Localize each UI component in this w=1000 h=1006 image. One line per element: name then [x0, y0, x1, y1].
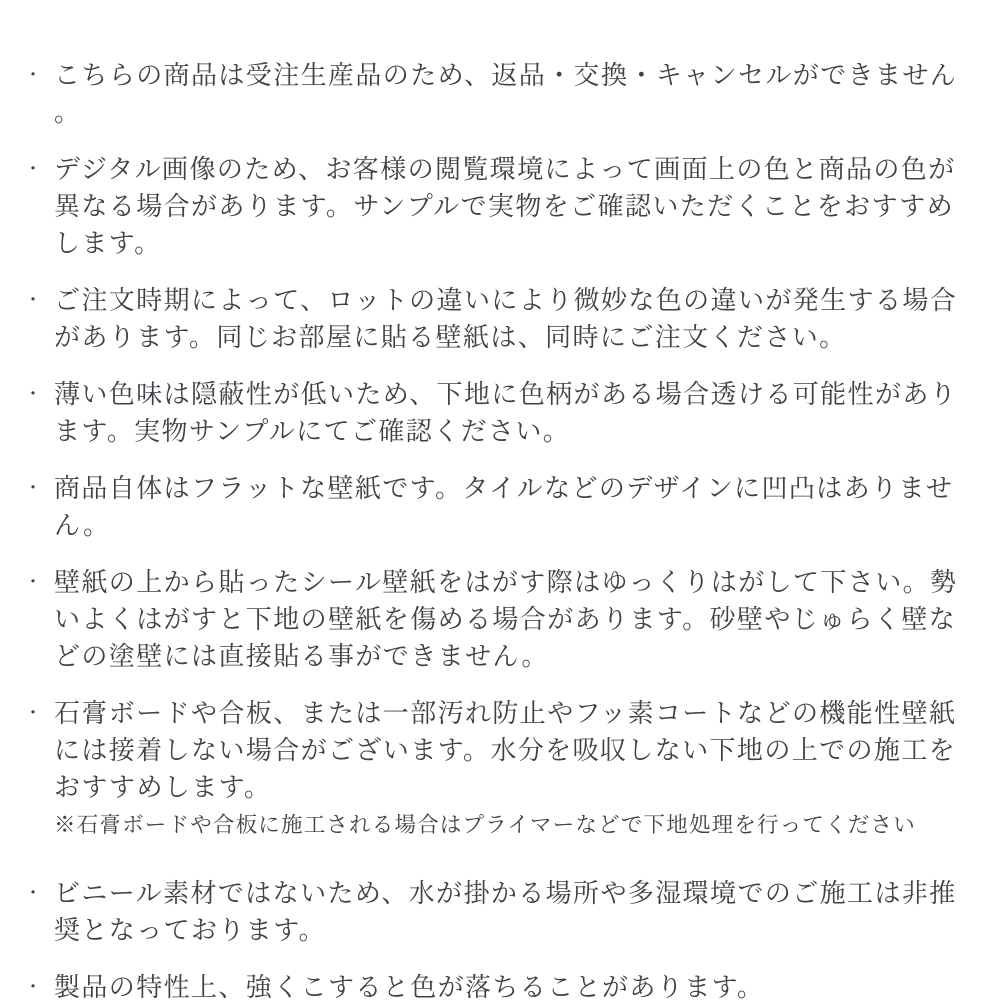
list-item-body — [54, 564, 974, 675]
item-text: 製品の特性上、強くこすると色が落ちることがあります。 — [54, 972, 765, 1002]
item-note: ※石膏ボードや合板に施工される場合はプライマーなどで下地処理を行ってください — [54, 813, 916, 837]
item-text: デジタル画像のため、お客様の閲覧環境によって画面上の色と商品の色が異なる場合があります。サンプルで実物をご確認いただくことをおすすめします。 — [54, 154, 956, 258]
list-item — [22, 695, 974, 855]
list-item-body — [54, 695, 974, 855]
bullet-icon: ・ — [24, 159, 42, 179]
list-item-body — [54, 282, 974, 356]
list-item — [22, 57, 974, 131]
list-item-body — [54, 470, 974, 544]
bullet-icon: ・ — [24, 65, 42, 85]
list-item — [22, 151, 974, 262]
list-item-body — [54, 875, 974, 949]
bullet-icon: ・ — [24, 478, 42, 498]
bullet-icon: ・ — [24, 977, 42, 997]
list-item — [22, 564, 974, 675]
notes-list — [22, 57, 974, 1006]
list-item-body — [54, 151, 974, 262]
list-item-body — [54, 57, 974, 131]
item-text: 商品自体はフラットな壁紙です。タイルなどのデザインに凹凸はありません。 — [54, 473, 954, 540]
bullet-icon: ・ — [24, 290, 42, 310]
list-item — [22, 376, 974, 450]
item-text: 薄い色味は隠蔽性が低いため、下地に色柄がある場合透ける可能性があります。実物サンプルにてご確認ください。 — [54, 379, 958, 446]
list-item — [22, 470, 974, 544]
bullet-icon: ・ — [24, 883, 42, 903]
bullet-icon: ・ — [24, 384, 42, 404]
list-item — [22, 282, 974, 356]
item-text: 壁紙の上から貼ったシール壁紙をはがす際はゆっくりはがして下さい。勢いよくはがすと下地の壁紙を傷める場合があります。砂壁やじゅらく壁などの塗壁には直接貼る事ができません。 — [54, 567, 958, 671]
item-text: こちらの商品は受注生産品のため、返品・交換・キャンセルができません。 — [54, 60, 958, 127]
list-item — [22, 969, 974, 1006]
bullet-icon: ・ — [24, 703, 42, 723]
item-text: 石膏ボードや合板、または一部汚れ防止やフッ素コートなどの機能性壁紙には接着しない場合がございます。水分を吸収しない下地の上での施工をおすすめします。 — [54, 698, 957, 802]
list-item — [22, 875, 974, 949]
list-item-body — [54, 969, 974, 1006]
bullet-icon: ・ — [24, 572, 42, 592]
item-text: ビニール素材ではないため、水が掛かる場所や多湿環境でのご施工は非推奨となっております。 — [54, 878, 957, 945]
item-text: ご注文時期によって、ロットの違いにより微妙な色の違いが発生する場合があります。同じお部屋に貼る壁紙は、同時にご注文ください。 — [54, 285, 958, 352]
list-item-body — [54, 376, 974, 450]
